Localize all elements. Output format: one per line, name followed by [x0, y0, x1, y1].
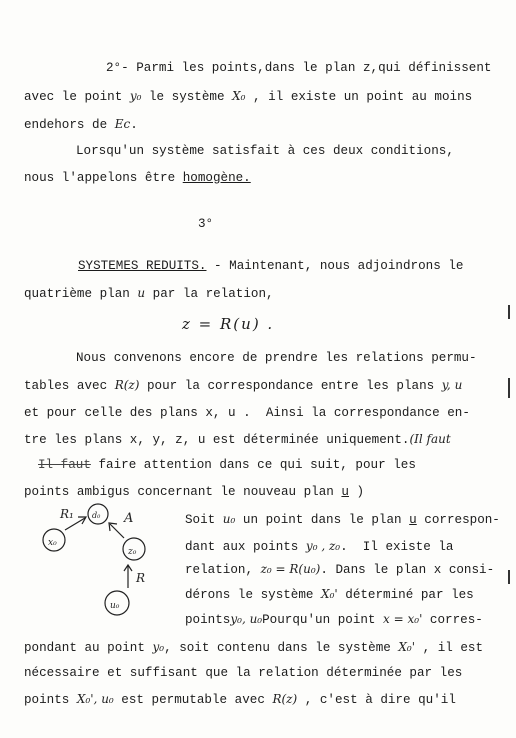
text-line: endehors de Ec. — [24, 117, 138, 132]
text-line: relation, z₀ = R(u₀). Dans le plan x consi- — [185, 562, 495, 577]
text-line: dérons le système X₀' déterminé par les — [185, 587, 474, 602]
label-r: R — [136, 571, 146, 585]
handwritten-symbol: Ec — [114, 117, 131, 131]
text-line: pondant au point y₀, soit contenu dans le système X₀' , il est — [24, 640, 484, 655]
handwritten-symbol: y₀, u₀ — [230, 612, 263, 626]
handwritten-symbol: x = x₀' — [383, 612, 423, 626]
node-label-d0: d₀ — [92, 511, 101, 520]
text-line: dant aux points y₀ , z₀. Il existe la — [185, 539, 454, 554]
text-line: et pour celle des plans x, u . Ainsi la correspondance en- — [24, 406, 470, 420]
scan-edge-mark — [508, 378, 510, 398]
text-line: quatrième plan u par la relation, — [24, 286, 274, 301]
label-r1: R₁ — [60, 507, 74, 521]
handwritten-symbol: z₀ = R(u₀) — [260, 562, 321, 576]
scan-edge-mark — [508, 305, 510, 319]
text-line: SYSTEMES REDUITS. - Maintenant, nous adjoindrons le — [78, 259, 464, 273]
handwritten-symbol: y₀ , z₀ — [305, 539, 341, 553]
handwritten-symbol: R(z) — [114, 378, 140, 392]
text-line: tre les plans x, y, z, u est déterminée uniquement.(Il faut — [24, 432, 451, 447]
underlined-term: u — [341, 485, 349, 499]
label-a: A — [124, 511, 134, 526]
text-line: avec le point y₀ le système X₀ , il existe un point au moins — [24, 89, 473, 104]
equation: z = R(u) . — [182, 315, 275, 333]
text-line: pointsy₀, u₀Pourqu'un point x = x₀' corres- — [185, 612, 483, 627]
text-line: Nous convenons encore de prendre les relations permu- — [76, 351, 477, 365]
node-label-u0: u₀ — [110, 601, 120, 611]
text-line: Lorsqu'un système satisfait à ces deux conditions, — [76, 144, 454, 158]
node-label-z0: z₀ — [128, 547, 137, 557]
text-line: tables avec R(z) pour la correspondance entre les plans y, u — [24, 378, 463, 393]
handwritten-symbol: R(z) — [272, 692, 298, 706]
text-line: 2°- Parmi les points,dans le plan z,qui définissent — [106, 61, 492, 75]
handwritten-symbol: X₀', u₀ — [76, 692, 114, 706]
arrow-r1-head — [78, 517, 86, 524]
text-line: points X₀', u₀ est permutable avec R(z) , c'est à dire qu'il — [24, 692, 456, 707]
arrow-a — [110, 524, 124, 538]
handwritten-symbol: u — [137, 286, 146, 300]
scan-edge-mark — [508, 570, 510, 584]
handwritten-symbol: X₀ — [232, 89, 246, 103]
section-number: 3° — [198, 217, 214, 231]
node-label-x0: x₀ — [48, 538, 57, 548]
underlined-term: homogène. — [182, 171, 251, 185]
handwritten-symbol: y₀ — [152, 640, 165, 654]
text-line: nécessaire et suffisant que la relation déterminée par les — [24, 666, 463, 680]
struck-text: Il faut — [38, 458, 91, 472]
handwritten-diagram — [20, 500, 180, 625]
handwritten-symbol: y₀ — [129, 89, 142, 103]
section-title: SYSTEMES REDUITS. — [78, 259, 207, 273]
handwritten-note: (Il faut — [409, 432, 451, 446]
text-line: Il faut faire attention dans ce qui suit, pour les — [38, 458, 416, 472]
text-line: Soit u₀ un point dans le plan u correspon- — [185, 512, 500, 527]
underlined-term: u — [409, 513, 417, 527]
text-line: nous l'appelons être homogène. — [24, 171, 251, 185]
handwritten-symbol: X₀' — [398, 640, 416, 654]
handwritten-symbol: y, u — [441, 378, 463, 392]
text-line: points ambigus concernant le nouveau plan u ) — [24, 485, 365, 499]
handwritten-symbol: u₀ — [222, 512, 236, 526]
handwritten-symbol: X₀' — [321, 587, 338, 601]
